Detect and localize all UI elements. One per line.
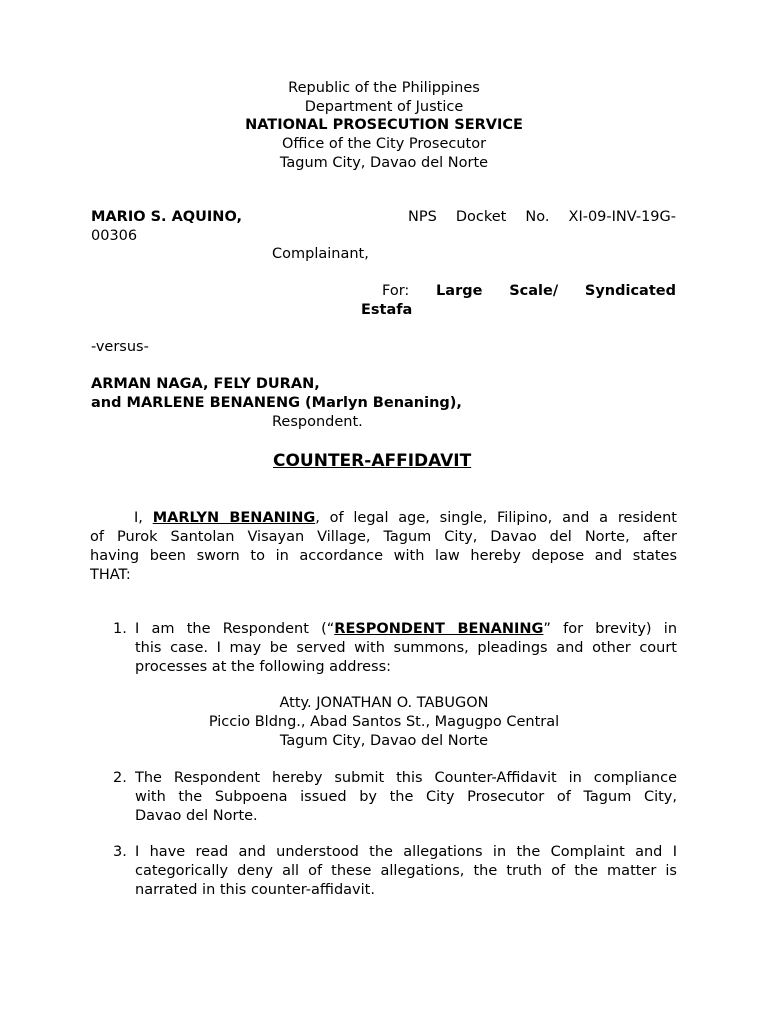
- docket-number: [408, 208, 676, 227]
- docket-continuation: 00306: [91, 228, 138, 244]
- docket-part: NPS: [408, 209, 437, 225]
- header-republic: Republic of the Philippines: [288, 80, 480, 96]
- complainant-role: Complainant,: [272, 246, 369, 262]
- item-line: categorically deny all of these allegations, the truth of the matter is: [135, 863, 677, 879]
- intro-line: of Purok Santolan Visayan Village, Tagum City, Davao del Norte, after: [90, 529, 677, 545]
- document-title: COUNTER-AFFIDAVIT: [273, 451, 472, 471]
- item-line: narrated in this counter-affidavit.: [135, 882, 375, 898]
- item-number: 1.: [113, 621, 127, 637]
- item-number: 2.: [113, 770, 127, 786]
- respondents-line1: ARMAN NAGA, FELY DURAN,: [91, 376, 320, 392]
- case-nature: [382, 282, 676, 301]
- intro-paragraph: [90, 509, 677, 585]
- for-part: Large: [436, 283, 483, 299]
- versus-label: -versus-: [91, 339, 149, 355]
- intro-line: I, MARLYN BENANING, of legal age, single, Filipino, and a resident: [134, 510, 677, 526]
- header-city: Tagum City, Davao del Norte: [279, 155, 489, 171]
- address-attorney: Atty. JONATHAN O. TABUGON: [279, 695, 489, 711]
- item-line: The Respondent hereby submit this Counter-Affidavit in compliance: [135, 770, 677, 786]
- header-department: Department of Justice: [304, 99, 464, 115]
- for-part: Syndicated: [584, 283, 676, 299]
- intro-line: having been sworn to in accordance with law hereby depose and states: [90, 548, 677, 564]
- for-part: Scale/: [509, 283, 559, 299]
- respondent-role: Respondent.: [272, 414, 363, 430]
- item-line: I have read and understood the allegations in the Complaint and I: [135, 844, 677, 860]
- item-line: this case. I may be served with summons, pleadings and other court: [135, 640, 677, 656]
- header-nps: NATIONAL PROSECUTION SERVICE: [245, 117, 523, 133]
- item-line: Davao del Norte.: [135, 808, 258, 824]
- item-1-text: [135, 620, 677, 677]
- item-number: 3.: [113, 844, 127, 860]
- intro-line: THAT:: [90, 567, 131, 583]
- item-line: I am the Respondent (“RESPONDENT BENANING” for brevity) in: [135, 621, 678, 637]
- item-2-text: [135, 769, 677, 826]
- respondents-line2: and MARLENE BENANENG (Marlyn Benaning),: [91, 395, 462, 411]
- docket-part: No.: [525, 209, 550, 225]
- affiant-name: MARLYN BENANING: [152, 510, 316, 526]
- docket-part: Docket: [455, 209, 507, 225]
- address-building: Piccio Bldng., Abad Santos St., Magugpo Central: [208, 714, 560, 730]
- item-line: processes at the following address:: [135, 659, 392, 675]
- docket-part: XI-09-INV-19G-: [568, 209, 676, 225]
- for-label: For:: [382, 283, 410, 299]
- address-city: Tagum City, Davao del Norte: [279, 733, 489, 749]
- item-3-text: [135, 843, 677, 900]
- case-nature-continuation: Estafa: [361, 302, 413, 318]
- respondent-benaning-term: RESPONDENT BENANING: [334, 621, 544, 637]
- header-office: Office of the City Prosecutor: [281, 136, 487, 152]
- item-line: with the Subpoena issued by the City Prosecutor of Tagum City,: [135, 789, 677, 805]
- complainant-name: MARIO S. AQUINO,: [91, 209, 242, 225]
